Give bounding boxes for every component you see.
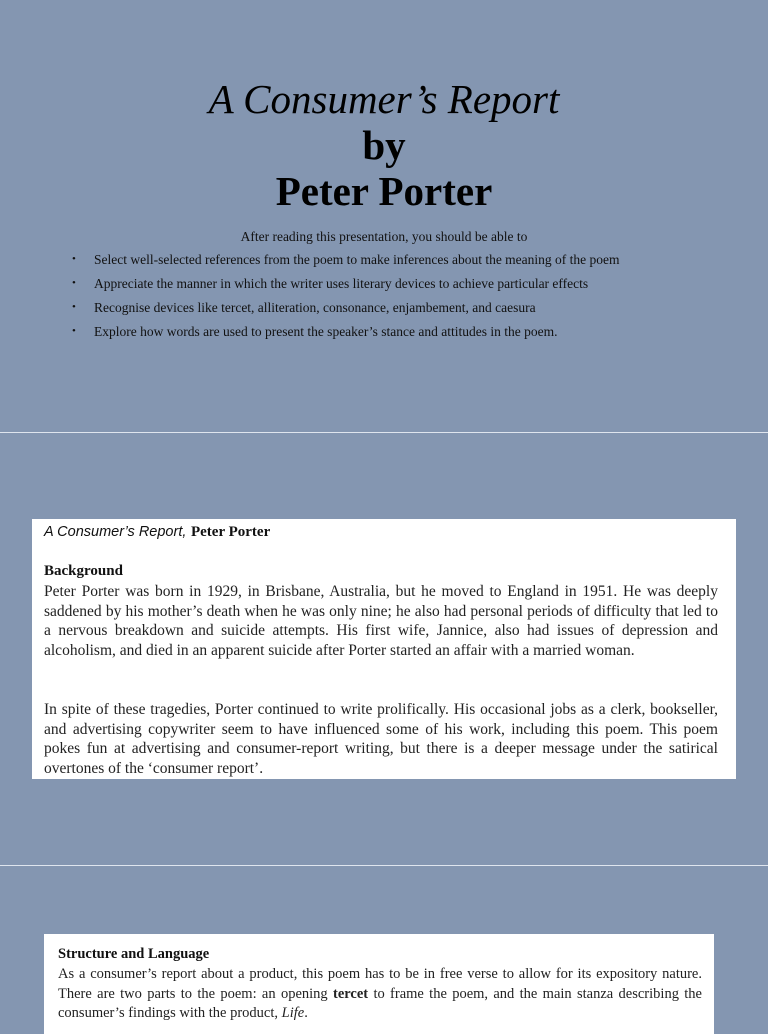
bullet-icon: • xyxy=(72,277,76,289)
list-item: • Recognise devices like tercet, alliteration, consonance, enjambement, and caesura xyxy=(72,300,536,315)
slide-title xyxy=(0,76,768,214)
background-paragraph-2: In spite of these tragedies, Porter continued to write prolifically. His occasional jobs as a clerk, bookseller, and advertising copywriter seem to have influenced some of his work, including this poem. This poem pokes fun at advertising and consumer-report writing, but there is a deeper message under the satirical overtones of the ‘consumer report’. xyxy=(44,701,718,777)
list-item: • Appreciate the manner in which the writer uses literary devices to achieve particular effects xyxy=(72,276,589,291)
list-item: • Explore how words are used to present the speaker’s stance and attitudes in the poem. xyxy=(72,324,558,339)
section-title-structure: Structure and Language xyxy=(58,946,210,962)
poet-name: Peter Porter xyxy=(275,168,493,214)
term-tercet: tercet xyxy=(332,985,369,1002)
background-slide xyxy=(0,433,768,865)
structure-slide xyxy=(0,866,768,1024)
objectives-list xyxy=(72,252,692,348)
structure-paragraph: As a consumer’s report about a product, this poem has to be in free verse to allow for its expository nature. There are two parts to the poem: an opening tercet to frame the poem, and the main stanza describing the consumer’s findings with the product, Life. xyxy=(58,966,702,1021)
heading-poem-title: A Consumer’s Report, xyxy=(44,524,187,540)
title-slide xyxy=(0,0,768,432)
product-life: Life xyxy=(281,1005,305,1021)
list-item: • Select well-selected references from the poem to make inferences about the meaning of the poem xyxy=(72,252,620,267)
bullet-icon: • xyxy=(72,325,76,337)
poem-title: A Consumer’s Report xyxy=(208,76,560,122)
bullet-icon: • xyxy=(72,301,76,313)
background-paragraph-1: Peter Porter was born in 1929, in Brisbane, Australia, but he moved to England in 1951. He was deeply saddened by his mother’s death when he was only nine; he also had personal periods of difficulty that led to a nervous breakdown and suicide attempts. His first wife, Jannice, also had issues of depression and alcoholism, and died in an apparent suicide after Porter started an affair with a married woman. xyxy=(44,583,718,659)
objectives-intro: After reading this presentation, you should be able to xyxy=(240,229,528,244)
bullet-icon: • xyxy=(72,253,76,265)
structure-card xyxy=(44,934,714,1034)
background-card xyxy=(32,519,736,779)
heading-author: Peter Porter xyxy=(190,524,271,540)
title-by: by xyxy=(362,122,406,168)
section-title-background: Background xyxy=(44,563,123,579)
card-heading xyxy=(44,524,270,541)
